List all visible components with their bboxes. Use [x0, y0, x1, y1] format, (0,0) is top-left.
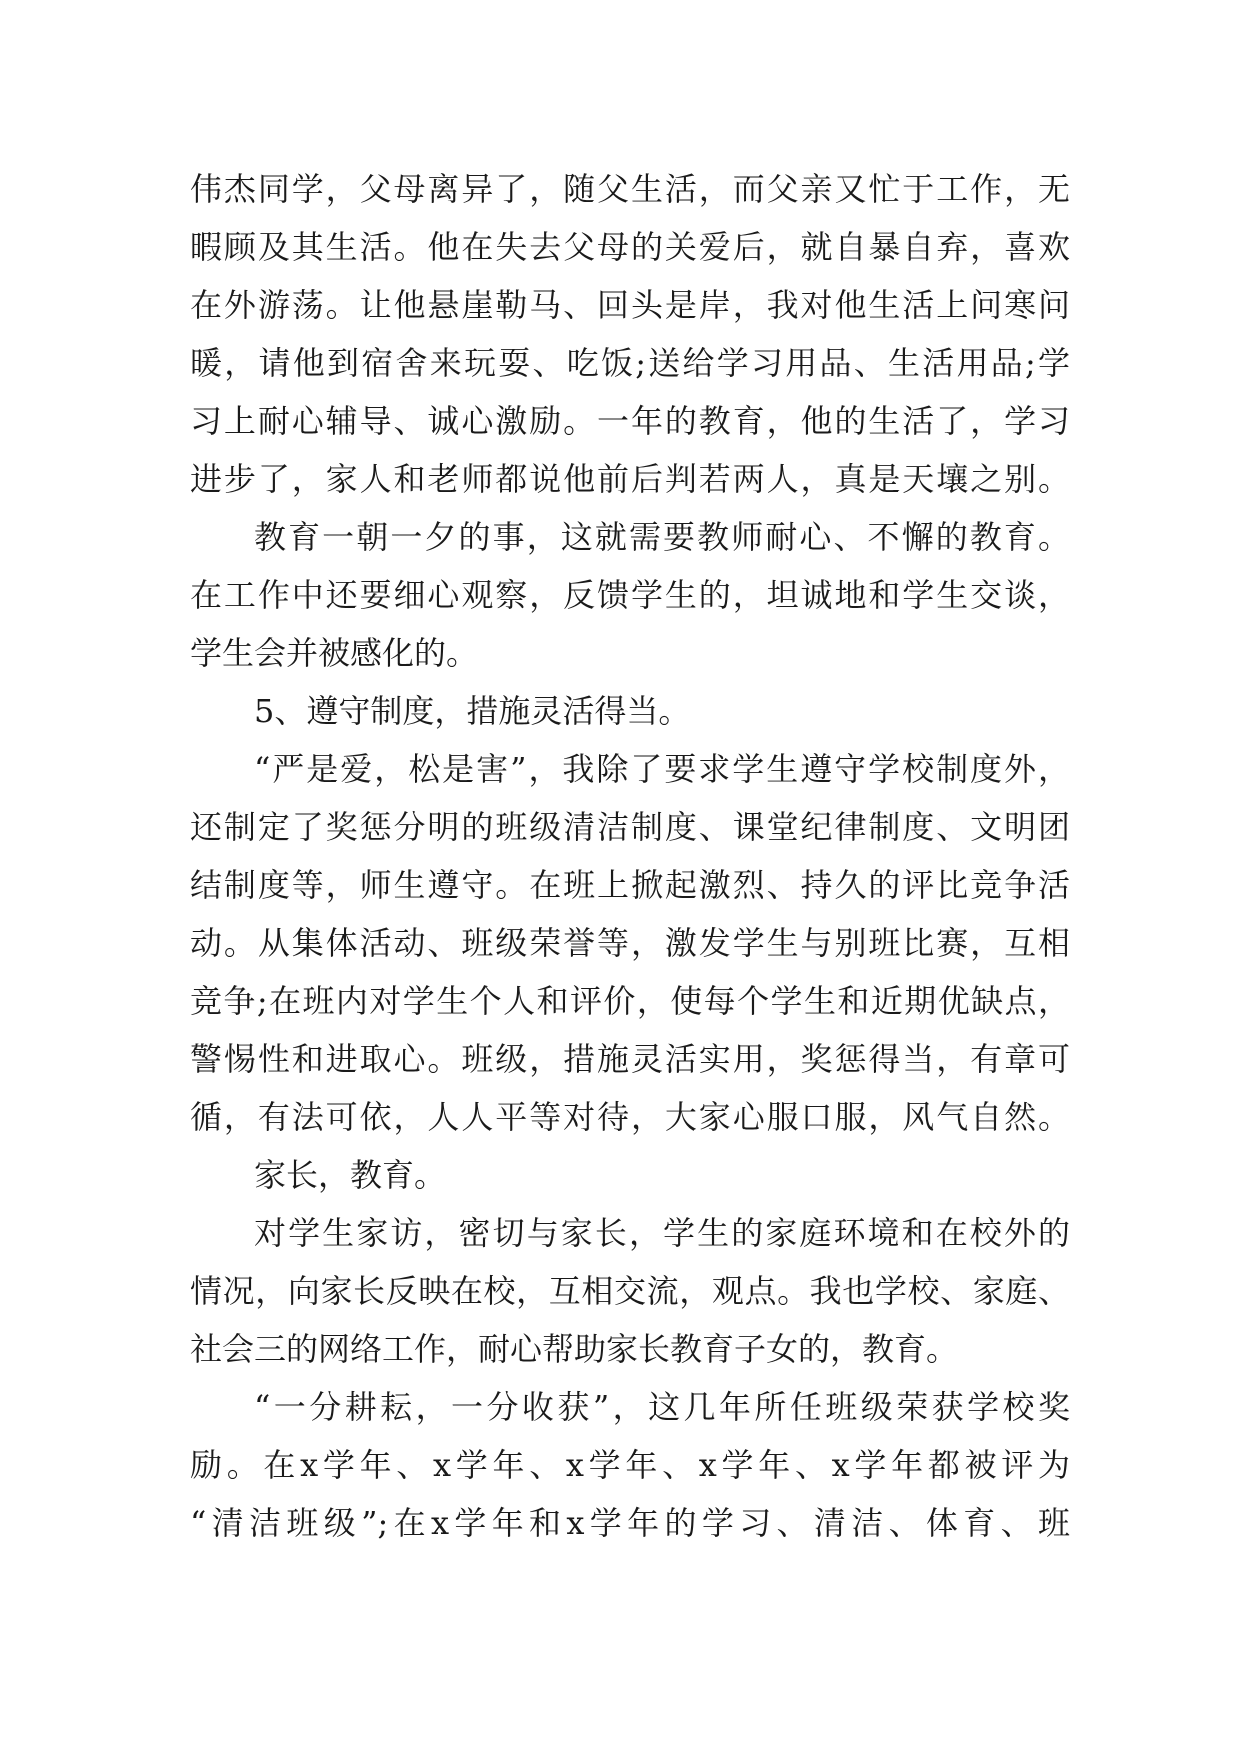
text-line: 循，有法可依，人人平等对待，大家心服口服，风气自然。 [190, 1098, 1070, 1136]
text-line: 竞争;在班内对学生个人和评价，使每个学生和近期优缺点， [190, 982, 1070, 1020]
text-line: 家长，教育。 [254, 1156, 447, 1194]
text-line: “一分耕耘，一分收获”，这几年所任班级荣获学校奖 [254, 1388, 1070, 1426]
text-line: 在外游荡。让他悬崖勒马、回头是岸，我对他生活上问寒问 [190, 286, 1070, 324]
text-line: “严是爱，松是害”，我除了要求学生遵守学校制度外， [254, 750, 1070, 788]
body-text [190, 160, 1070, 1552]
text-line: “清洁班级”;在x学年和x学年的学习、清洁、体育、班 [190, 1504, 1070, 1542]
text-line: 教育一朝一夕的事，这就需要教师耐心、不懈的教育。 [254, 518, 1070, 556]
text-line: 学生会并被感化的。 [190, 634, 479, 672]
text-line: 在工作中还要细心观察，反馈学生的，坦诚地和学生交谈， [190, 576, 1070, 614]
text-line: 动。从集体活动、班级荣誉等，激发学生与别班比赛，互相 [190, 924, 1070, 962]
text-line: 暖，请他到宿舍来玩耍、吃饭;送给学习用品、生活用品;学 [190, 344, 1070, 382]
text-line: 还制定了奖惩分明的班级清洁制度、课堂纪律制度、文明团 [190, 808, 1070, 846]
text-line: 社会三的网络工作，耐心帮助家长教育子女的，教育。 [190, 1330, 959, 1368]
text-line: 习上耐心辅导、诚心激励。一年的教育，他的生活了，学习 [190, 402, 1070, 440]
text-line: 结制度等，师生遵守。在班上掀起激烈、持久的评比竞争活 [190, 866, 1070, 904]
text-line: 警惕性和进取心。班级，措施灵活实用，奖惩得当，有章可 [190, 1040, 1070, 1078]
text-line: 对学生家访，密切与家长，学生的家庭环境和在校外的 [254, 1214, 1070, 1252]
text-line: 暇顾及其生活。他在失去父母的关爱后，就自暴自弃，喜欢 [190, 228, 1070, 266]
text-line: 进步了，家人和老师都说他前后判若两人，真是天壤之别。 [190, 460, 1070, 498]
text-line: 情况，向家长反映在校，互相交流，观点。我也学校、家庭、 [190, 1272, 1070, 1310]
text-line: 励。在x学年、x学年、x学年、x学年、x学年都被评为 [190, 1446, 1070, 1484]
text-line: 伟杰同学，父母离异了，随父生活，而父亲又忙于工作，无 [190, 170, 1070, 208]
section-heading: 5、遵守制度，措施灵活得当。 [254, 692, 691, 730]
